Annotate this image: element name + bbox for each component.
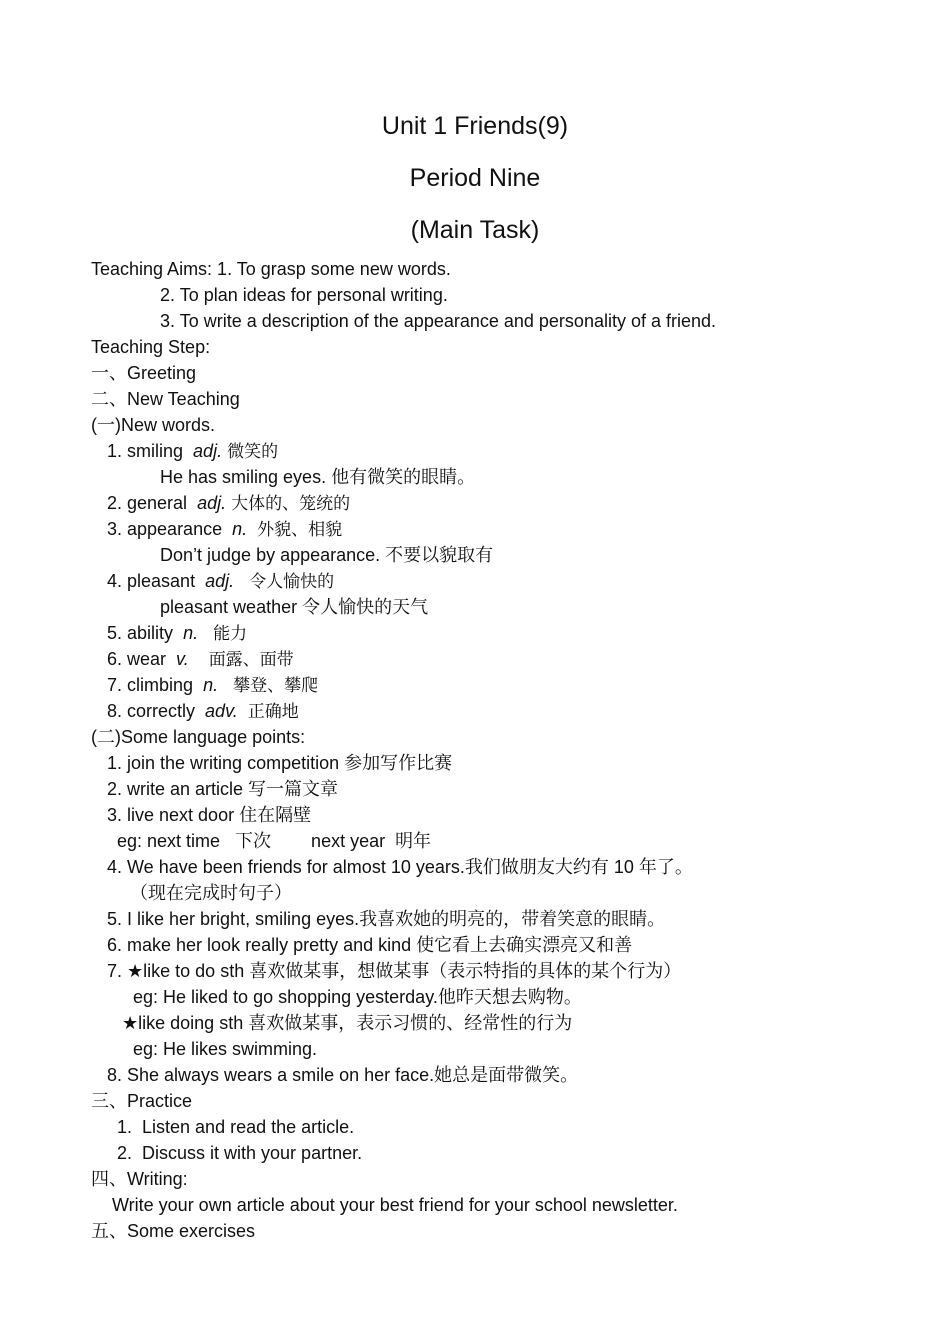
word-pos: adj. bbox=[197, 493, 227, 513]
language-point: 2. write an article 写一篇文章 bbox=[107, 779, 339, 799]
word-term: 4. pleasant bbox=[107, 571, 196, 591]
word-example: pleasant weather 令人愉快的天气 bbox=[160, 597, 429, 617]
word-meaning: 攀登、攀爬 bbox=[233, 676, 319, 696]
language-point: ★like doing sth 喜欢做某事，表示习惯的、经常性的行为 bbox=[122, 1013, 573, 1033]
section-exercises: 五、Some exercises bbox=[91, 1221, 256, 1241]
language-point: 1. join the writing competition 参加写作比赛 bbox=[107, 753, 453, 773]
word-item bbox=[107, 648, 294, 671]
word-example: He has smiling eyes. 他有微笑的眼睛。 bbox=[160, 467, 476, 487]
language-point: 6. make her look really pretty and kind 使它看上去确实漂亮又和善 bbox=[107, 935, 633, 955]
subsection-new-words: (一)New words. bbox=[91, 415, 216, 435]
section-greeting: 一、Greeting bbox=[91, 363, 197, 383]
task-title: (Main Task) bbox=[410, 216, 540, 244]
word-example: Don’t judge by appearance. 不要以貌取有 bbox=[160, 545, 494, 565]
word-term: 8. correctly bbox=[107, 701, 196, 721]
word-item bbox=[107, 674, 318, 697]
period-title: Period Nine bbox=[409, 164, 541, 192]
language-point-note: （现在完成时句子） bbox=[130, 883, 292, 903]
word-pos: adv. bbox=[205, 701, 238, 721]
teaching-step-label: Teaching Step: bbox=[91, 337, 211, 357]
section-practice: 三、Practice bbox=[91, 1091, 193, 1111]
word-item bbox=[107, 440, 278, 463]
word-term: 2. general bbox=[107, 493, 188, 513]
word-item bbox=[107, 518, 342, 541]
teaching-aim-1: Teaching Aims: 1. To grasp some new words. bbox=[91, 259, 451, 279]
word-term: 6. wear bbox=[107, 649, 167, 669]
word-meaning: 令人愉快的 bbox=[249, 572, 335, 592]
word-item bbox=[107, 492, 350, 515]
word-meaning: 大体的、笼统的 bbox=[231, 494, 351, 514]
subsection-language-points: (二)Some language points: bbox=[91, 727, 306, 747]
word-item bbox=[107, 700, 299, 723]
language-point-example: eg: He likes swimming. bbox=[133, 1039, 318, 1059]
word-item bbox=[107, 622, 247, 645]
word-pos: n. bbox=[203, 675, 219, 695]
teaching-aim-3: 3. To write a description of the appearance and personality of a friend. bbox=[160, 311, 717, 331]
word-pos: n. bbox=[232, 519, 248, 539]
word-pos: n. bbox=[183, 623, 199, 643]
word-term: 3. appearance bbox=[107, 519, 223, 539]
word-meaning: 面露、面带 bbox=[208, 650, 294, 670]
practice-item: 2. Discuss it with your partner. bbox=[117, 1143, 363, 1163]
language-point-example: eg: He liked to go shopping yesterday.他昨天想去购物。 bbox=[133, 987, 582, 1007]
word-meaning: 正确地 bbox=[247, 702, 299, 722]
practice-item: 1. Listen and read the article. bbox=[117, 1117, 355, 1137]
word-term: 7. climbing bbox=[107, 675, 194, 695]
language-point: 4. We have been friends for almost 10 years.我们做朋友大约有 10 年了。 bbox=[107, 857, 693, 877]
word-meaning: 微笑的 bbox=[227, 442, 279, 462]
language-point: 5. I like her bright, smiling eyes.我喜欢她的明亮的，带着笑意的眼睛。 bbox=[107, 909, 666, 929]
word-pos: v. bbox=[176, 649, 189, 669]
language-point: 7. ★like to do sth 喜欢做某事，想做某事（表示特指的具体的某个行为） bbox=[107, 961, 682, 981]
word-term: 5. ability bbox=[107, 623, 174, 643]
writing-task: Write your own article about your best friend for your school newsletter. bbox=[112, 1195, 678, 1215]
teaching-aim-2: 2. To plan ideas for personal writing. bbox=[160, 285, 448, 305]
word-pos: adj. bbox=[193, 441, 223, 461]
section-new-teaching: 二、New Teaching bbox=[91, 389, 240, 409]
section-writing: 四、Writing: bbox=[91, 1169, 188, 1189]
language-point: 3. live next door 住在隔壁 bbox=[107, 805, 312, 825]
word-meaning: 外貌、相貌 bbox=[257, 520, 343, 540]
word-item bbox=[107, 570, 334, 593]
page-title: Unit 1 Friends(9) bbox=[381, 112, 569, 140]
language-point-example: eg: next time 下次 next year 明年 bbox=[117, 831, 432, 851]
word-term: 1. smiling bbox=[107, 441, 184, 461]
word-meaning: 能力 bbox=[213, 624, 248, 644]
language-point: 8. She always wears a smile on her face.她总是面带微笑。 bbox=[107, 1065, 579, 1085]
word-pos: adj. bbox=[205, 571, 235, 591]
